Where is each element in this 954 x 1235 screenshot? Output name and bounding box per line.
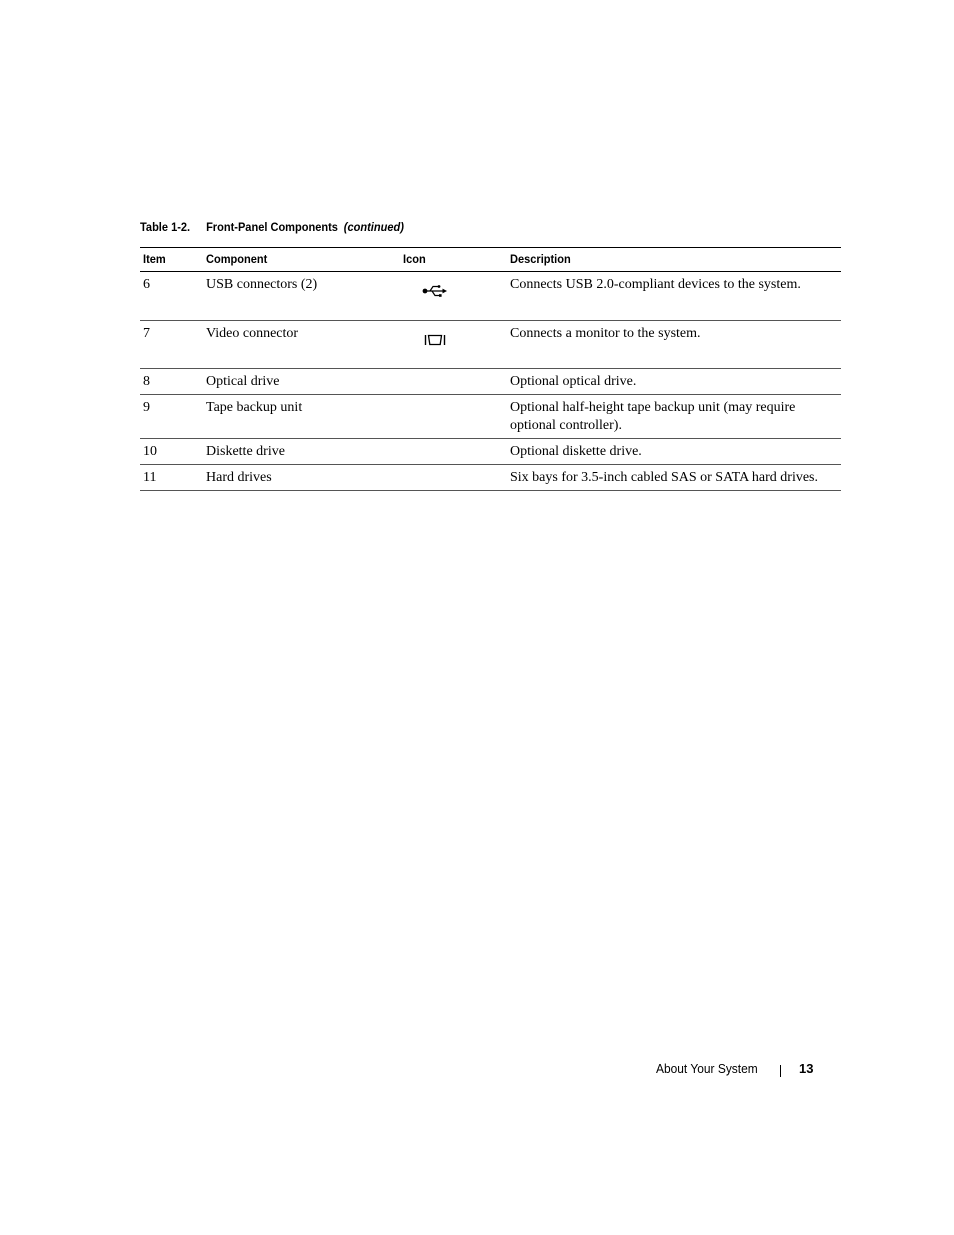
cell-description: Optional diskette drive. [507, 439, 841, 465]
usb-icon [422, 283, 448, 299]
table-row [140, 369, 841, 395]
cell-component: Optical drive [203, 369, 400, 395]
cell-component: Video connector [203, 321, 400, 369]
header-icon: Icon [400, 248, 507, 272]
cell-component: Hard drives [203, 465, 400, 491]
table-row [140, 272, 841, 321]
cell-item: 7 [140, 321, 203, 369]
cell-item: 8 [140, 369, 203, 395]
header-description: Description [507, 248, 841, 272]
cell-icon [400, 465, 507, 491]
header-component: Component [203, 248, 400, 272]
header-item: Item [140, 248, 203, 272]
cell-description: Optional half-height tape backup unit (may require optional controller). [507, 395, 841, 439]
table-row [140, 321, 841, 369]
footer-divider [780, 1065, 781, 1077]
table-continued: (continued) [343, 220, 404, 234]
table-caption [140, 220, 404, 234]
cell-icon [400, 395, 507, 439]
cell-icon [400, 439, 507, 465]
cell-component: Tape backup unit [203, 395, 400, 439]
cell-component: Diskette drive [203, 439, 400, 465]
table-title: Front-Panel Components [206, 220, 338, 234]
table-header-row [140, 248, 841, 272]
table-row [140, 439, 841, 465]
table-number: Table 1-2. [140, 220, 191, 234]
cell-item: 10 [140, 439, 203, 465]
cell-component: USB connectors (2) [203, 272, 400, 321]
cell-icon [400, 321, 507, 369]
cell-item: 11 [140, 465, 203, 491]
cell-description: Connects a monitor to the system. [507, 321, 841, 369]
cell-icon [400, 272, 507, 321]
table-row [140, 395, 841, 439]
cell-icon [400, 369, 507, 395]
cell-description: Optional optical drive. [507, 369, 841, 395]
page-footer [656, 1061, 814, 1076]
cell-item: 6 [140, 272, 203, 321]
cell-description: Six bays for 3.5-inch cabled SAS or SATA hard drives. [507, 465, 841, 491]
video-connector-icon [424, 334, 446, 346]
page-number: 13 [799, 1061, 814, 1076]
cell-item: 9 [140, 395, 203, 439]
front-panel-components-table [140, 247, 841, 491]
footer-section-title: About Your System [656, 1061, 758, 1076]
cell-description: Connects USB 2.0-compliant devices to the system. [507, 272, 841, 321]
table-row [140, 465, 841, 491]
